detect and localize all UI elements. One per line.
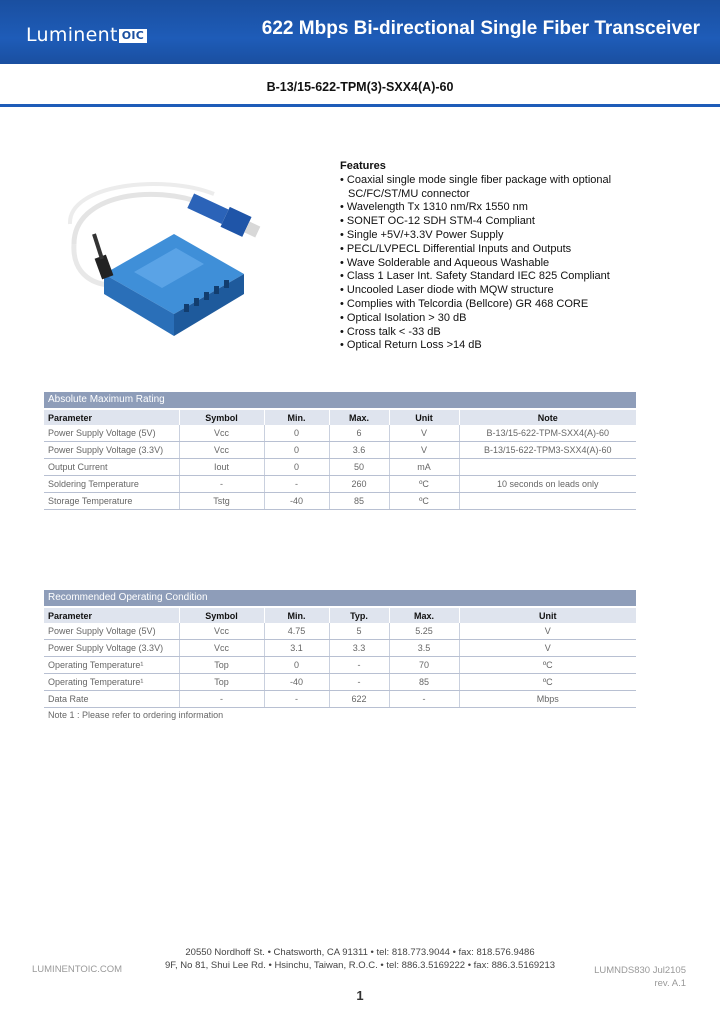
table-cell: 0: [264, 425, 329, 442]
table-cell: Output Current: [44, 459, 179, 476]
table-note: Note 1 : Please refer to ordering information: [48, 710, 224, 720]
footer-address-line: 20550 Nordhoff St. • Chatsworth, CA 91311 • tel: 818.773.9044 • fax: 818.576.9486: [185, 947, 535, 958]
table-cell: Top: [179, 657, 264, 674]
table-cell: 5: [329, 623, 389, 640]
table-cell: Data Rate: [44, 691, 179, 708]
abs-max-table-section: [44, 392, 636, 510]
features-section: [340, 160, 660, 353]
page-number: 1: [356, 988, 364, 1003]
table-cell: Vcc: [179, 623, 264, 640]
table-cell: mA: [389, 459, 459, 476]
part-number: B-13/15-622-TPM(3)-SXX4(A)-60: [266, 80, 454, 94]
table-row: [44, 657, 636, 674]
table-cell: 3.6: [329, 442, 389, 459]
feature-item: • Single +5V/+3.3V Power Supply: [340, 229, 660, 243]
table-cell: Vcc: [179, 425, 264, 442]
table-cell: [459, 459, 636, 476]
table-cell: Operating Temperature¹: [44, 674, 179, 691]
header-bar: [0, 0, 720, 64]
feature-item: • Optical Isolation > 30 dB: [340, 312, 660, 326]
table-cell: ºC: [459, 657, 636, 674]
table-cell: Mbps: [459, 691, 636, 708]
table-cell: 260: [329, 476, 389, 493]
table-cell: 3.5: [389, 640, 459, 657]
col-header: Min.: [264, 608, 329, 623]
col-header: Min.: [264, 410, 329, 425]
table-cell: 0: [264, 442, 329, 459]
table-cell: Power Supply Voltage (5V): [44, 425, 179, 442]
table-cell: 6: [329, 425, 389, 442]
table-cell: V: [459, 640, 636, 657]
table-cell: V: [459, 623, 636, 640]
footer-address-line: 9F, No 81, Shui Lee Rd. • Hsinchu, Taiwan, R.O.C. • tel: 886.3.5169222 • fax: 886.3.5169213: [164, 960, 556, 971]
table-cell: -: [264, 476, 329, 493]
product-photo: [64, 164, 314, 354]
table-cell: 70: [389, 657, 459, 674]
table-cell: B-13/15-622-TPM3-SXX4(A)-60: [459, 442, 636, 459]
table-cell: -: [179, 476, 264, 493]
footer-doc-id: LUMNDS830 Jul2105: [594, 965, 686, 976]
feature-item: • Wavelength Tx 1310 nm/Rx 1550 nm: [340, 201, 660, 215]
abs-max-table: [44, 410, 636, 510]
table-cell: 5.25: [389, 623, 459, 640]
feature-item: • Coaxial single mode single fiber package with optional SC/FC/ST/MU connector: [340, 174, 660, 202]
features-heading: Features: [340, 160, 386, 172]
table-header-row: [44, 608, 636, 623]
table-cell: 4.75: [264, 623, 329, 640]
table-row: [44, 442, 636, 459]
table-cell: 3.1: [264, 640, 329, 657]
col-header: Symbol: [179, 608, 264, 623]
table-row: [44, 476, 636, 493]
footer-website[interactable]: LUMINENTOIC.COM: [32, 964, 123, 975]
table-cell: -: [329, 657, 389, 674]
table-cell: -40: [264, 674, 329, 691]
table-cell: Top: [179, 674, 264, 691]
table-header-row: [44, 410, 636, 425]
table-cell: -40: [264, 493, 329, 510]
logo-box: OIC: [119, 29, 147, 43]
col-header: Parameter: [44, 410, 179, 425]
col-header: Symbol: [179, 410, 264, 425]
table-row: [44, 674, 636, 691]
table-cell: V: [389, 442, 459, 459]
col-header: Typ.: [329, 608, 389, 623]
table-cell: B-13/15-622-TPM-SXX4(A)-60: [459, 425, 636, 442]
table-cell: 0: [264, 657, 329, 674]
table-cell: Power Supply Voltage (5V): [44, 623, 179, 640]
col-header: Parameter: [44, 608, 179, 623]
table-cell: 0: [264, 459, 329, 476]
table-cell: Vcc: [179, 640, 264, 657]
abs-max-title: Absolute Maximum Rating: [44, 392, 636, 410]
table-row: [44, 691, 636, 708]
table-row: [44, 623, 636, 640]
table-cell: ºC: [459, 674, 636, 691]
table-cell: Power Supply Voltage (3.3V): [44, 640, 179, 657]
table-cell: Operating Temperature¹: [44, 657, 179, 674]
footer-rev: rev. A.1: [654, 978, 686, 989]
table-cell: ºC: [389, 476, 459, 493]
table-cell: -: [389, 691, 459, 708]
feature-item: • Complies with Telcordia (Bellcore) GR 468 CORE: [340, 298, 660, 312]
table-row: [44, 459, 636, 476]
table-cell: Storage Temperature: [44, 493, 179, 510]
table-cell: Vcc: [179, 442, 264, 459]
table-cell: 85: [389, 674, 459, 691]
feature-item: • Wave Solderable and Aqueous Washable: [340, 257, 660, 271]
feature-item: • SONET OC-12 SDH STM-4 Compliant: [340, 215, 660, 229]
feature-item: • Class 1 Laser Int. Safety Standard IEC 825 Compliant: [340, 270, 660, 284]
table-row: [44, 493, 636, 510]
table-cell: V: [389, 425, 459, 442]
table-row: [44, 640, 636, 657]
col-header: Unit: [389, 410, 459, 425]
table-cell: Soldering Temperature: [44, 476, 179, 493]
feature-item: • PECL/LVPECL Differential Inputs and Outputs: [340, 243, 660, 257]
table-cell: 622: [329, 691, 389, 708]
table-cell: [459, 493, 636, 510]
col-header: Max.: [329, 410, 389, 425]
logo-text: Luminent: [26, 24, 118, 46]
feature-item: • Cross talk < -33 dB: [340, 326, 660, 340]
table-cell: -: [329, 674, 389, 691]
table-cell: 10 seconds on leads only: [459, 476, 636, 493]
document-title: 622 Mbps Bi-directional Single Fiber Transceiver: [261, 18, 700, 39]
table-cell: -: [264, 691, 329, 708]
footer-doc-info: [594, 964, 686, 990]
table-cell: -: [179, 691, 264, 708]
table-cell: Tstg: [179, 493, 264, 510]
table-cell: 3.3: [329, 640, 389, 657]
features-list: [340, 174, 660, 353]
col-header: Note: [459, 410, 636, 425]
feature-item: • Optical Return Loss >14 dB: [340, 339, 660, 353]
table-cell: 50: [329, 459, 389, 476]
feature-item: • Uncooled Laser diode with MQW structure: [340, 284, 660, 298]
col-header: Max.: [389, 608, 459, 623]
col-header: Unit: [459, 608, 636, 623]
table-cell: Iout: [179, 459, 264, 476]
table-cell: ºC: [389, 493, 459, 510]
luminent-logo: [26, 24, 147, 46]
table-cell: Power Supply Voltage (3.3V): [44, 442, 179, 459]
table-cell: 85: [329, 493, 389, 510]
rec-op-table: [44, 608, 636, 708]
rec-op-title: Recommended Operating Condition: [44, 590, 636, 608]
rec-op-table-section: [44, 590, 636, 720]
table-row: [44, 425, 636, 442]
